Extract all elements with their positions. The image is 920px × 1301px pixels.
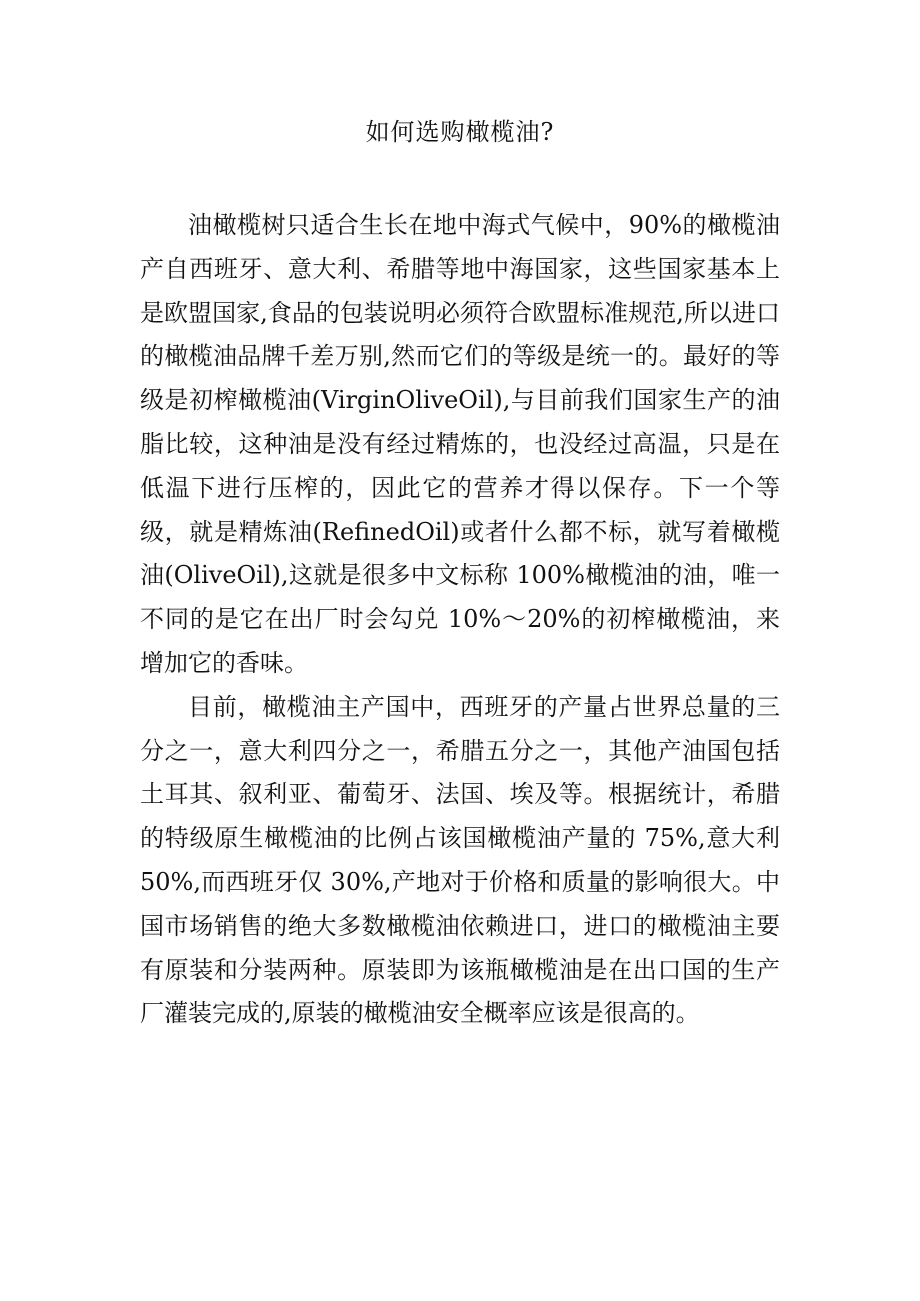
document-title: 如何选购橄榄油? <box>365 118 555 146</box>
paragraph-2: 目前，橄榄油主产国中，西班牙的产量占世界总量的三分之一，意大利四分之一，希腊五分之一，其他产油国包括土耳其、叙利亚、葡萄牙、法国、埃及等。根据统计，希腊的特级原生橄榄油的比例占该国橄榄油产量的 75%,意大利 50%,而西班牙仅 30%,产地对于价格和质量的影响很大。中国市场销售的绝大多数橄榄油依赖进口，进口的橄榄油主要有原装和分装两种。原装即为该瓶橄榄油是在出口国的生产厂灌装完成的,原装的橄榄油安全概率应该是很高的。 <box>140 692 780 1028</box>
paragraph-1: 油橄榄树只适合生长在地中海式气候中，90%的橄榄油产自西班牙、意大利、希腊等地中海国家，这些国家基本上是欧盟国家,食品的包装说明必须符合欧盟标准规范,所以进口的橄榄油品牌千差万别,然而它们的等级是统一的。最好的等级是初榨橄榄油(VirginOliveOil),与目前我们国家生产的油脂比较，这种油是没有经过精炼的，也没经过高温，只是在低温下进行压榨的，因此它的营养才得以保存。下一个等级，就是精炼油(RefinedOil)或者什么都不标，就写着橄榄油(OliveOil),这就是很多中文标称 100%橄榄油的油，唯一不同的是它在出厂时会勾兑 10%～20%的初榨橄榄油，来增加它的香味。 <box>140 211 780 677</box>
document-body <box>140 204 780 1036</box>
